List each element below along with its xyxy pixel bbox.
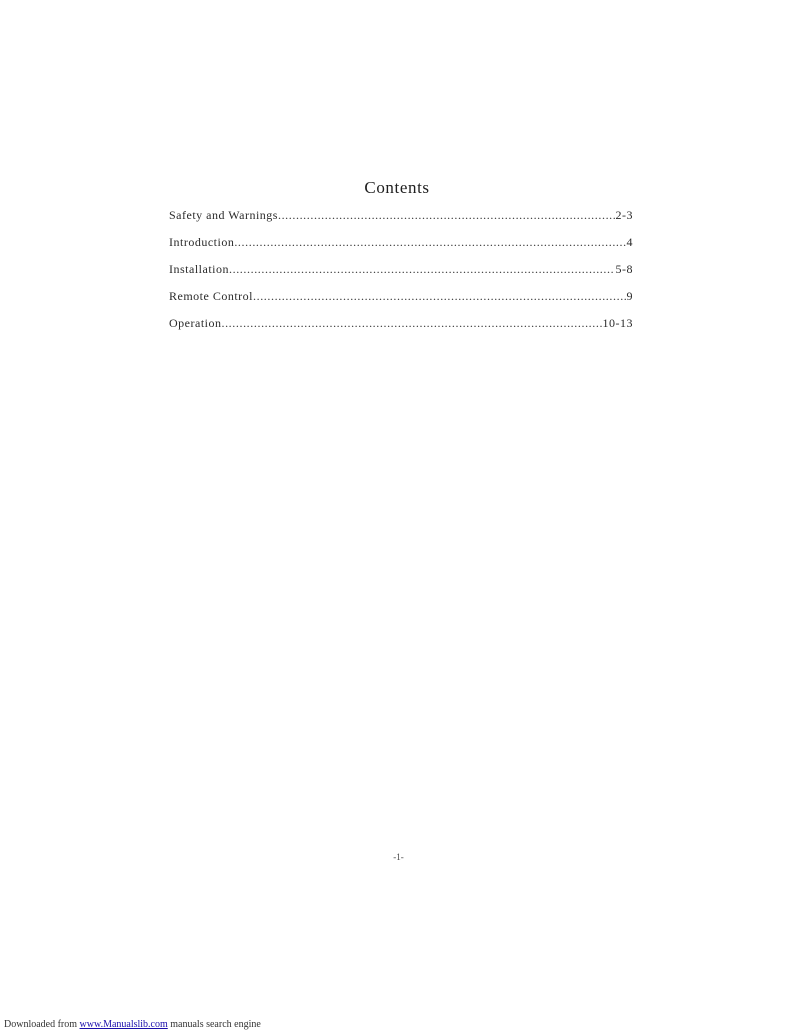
manualslib-link[interactable]: www.Manualslib.com	[79, 1019, 168, 1030]
toc-entry-operation	[169, 316, 633, 343]
toc-entry-label: Remote Control	[169, 289, 253, 303]
toc-leader-dots	[229, 262, 615, 277]
toc-entry-remote-control	[169, 289, 633, 316]
toc-entry-label: Operation	[169, 316, 222, 330]
toc-entry-page: 10-13	[602, 316, 633, 330]
toc-entry-label: Safety and Warnings	[169, 208, 278, 222]
page-number: -1-	[393, 852, 404, 862]
footer-suffix: manuals search engine	[170, 1019, 261, 1030]
toc-leader-dots	[253, 289, 626, 304]
toc-entry-introduction	[169, 235, 633, 262]
toc-entry-page: 9	[626, 289, 633, 303]
toc-entry-installation	[169, 262, 633, 289]
toc-entry-safety-and-warnings	[169, 208, 633, 235]
toc-entry-page: 4	[626, 235, 633, 249]
table-of-contents	[169, 208, 633, 343]
toc-leader-dots	[221, 316, 601, 331]
footer-prefix: Downloaded from	[4, 1019, 78, 1030]
toc-leader-dots	[278, 208, 615, 223]
toc-entry-page: 2-3	[615, 208, 633, 222]
toc-entry-page: 5-8	[615, 262, 633, 276]
toc-entry-label: Installation	[169, 262, 229, 276]
page-title: Contents	[364, 178, 430, 197]
toc-entry-label: Introduction	[169, 235, 235, 249]
toc-leader-dots	[234, 235, 625, 250]
download-footer	[4, 1019, 261, 1030]
